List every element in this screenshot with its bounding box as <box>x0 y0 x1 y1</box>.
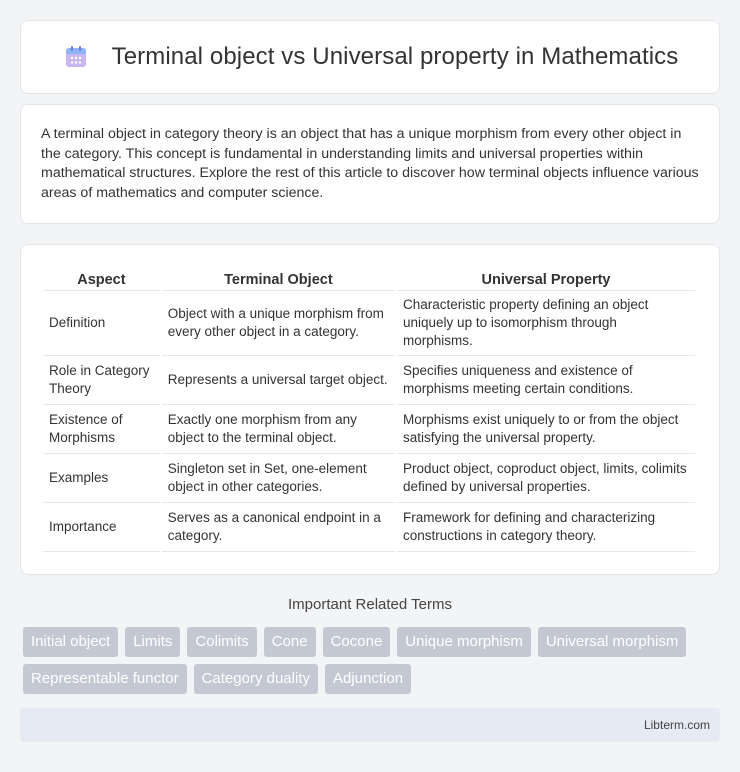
table-cell: Object with a unique morphism from every other object in a category. <box>162 291 395 356</box>
table-row <box>43 503 695 552</box>
table-row <box>43 356 695 405</box>
related-terms-heading: Important Related Terms <box>288 596 452 613</box>
table-cell-aspect: Existence of Morphisms <box>43 405 160 454</box>
table-row <box>43 454 695 503</box>
column-header-terminal-object: Terminal Object <box>162 265 395 291</box>
tag-category-duality[interactable]: Category duality <box>194 664 318 694</box>
column-header-aspect: Aspect <box>43 265 160 291</box>
table-cell-aspect: Examples <box>43 454 160 503</box>
footer <box>20 708 720 742</box>
comparison-table-card <box>20 244 720 575</box>
calendar-icon <box>62 43 90 71</box>
table-header-row <box>43 265 695 291</box>
footer-site-link[interactable]: Libterm.com <box>643 718 710 732</box>
table-cell-aspect: Role in Category Theory <box>43 356 160 405</box>
intro-paragraph: A terminal object in category theory is an object that has a unique morphism from every other object in the category. This concept is fundamental in understanding limits and universal properties within mathematical structures. Explore the rest of this article to discover how terminal objects influence various areas of mathematics and computer science. <box>41 126 699 201</box>
tag-adjunction[interactable]: Adjunction <box>325 664 411 694</box>
table-row <box>43 405 695 454</box>
table-cell: Serves as a canonical endpoint in a category. <box>162 503 395 552</box>
table-cell: Product object, coproduct object, limits, colimits defined by universal properties. <box>397 454 695 503</box>
tag-initial-object[interactable]: Initial object <box>23 627 118 657</box>
intro-card <box>20 104 720 224</box>
page-title: Terminal object vs Universal property in Mathematics <box>111 43 679 70</box>
table-cell: Singleton set in Set, one-element object in other categories. <box>162 454 395 503</box>
column-header-universal-property: Universal Property <box>397 265 695 291</box>
tag-representable-functor[interactable]: Representable functor <box>23 664 187 694</box>
table-cell-aspect: Definition <box>43 291 160 356</box>
tag-cocone[interactable]: Cocone <box>323 627 391 657</box>
table-cell: Framework for defining and characterizing constructions in category theory. <box>397 503 695 552</box>
tag-colimits[interactable]: Colimits <box>187 627 256 657</box>
table-cell: Represents a universal target object. <box>162 356 395 405</box>
tag-universal-morphism[interactable]: Universal morphism <box>538 627 687 657</box>
tag-cone[interactable]: Cone <box>264 627 316 657</box>
table-cell: Characteristic property defining an object uniquely up to isomorphism through morphisms. <box>397 291 695 356</box>
tag-unique-morphism[interactable]: Unique morphism <box>397 627 531 657</box>
header-card <box>20 20 720 94</box>
tag-limits[interactable]: Limits <box>125 627 180 657</box>
table-row <box>43 291 695 356</box>
table-cell-aspect: Importance <box>43 503 160 552</box>
table-cell: Exactly one morphism from any object to the terminal object. <box>162 405 395 454</box>
table-cell: Specifies uniqueness and existence of morphisms meeting certain conditions. <box>397 356 695 405</box>
related-terms-tags <box>23 627 723 694</box>
comparison-table <box>41 265 697 552</box>
table-cell: Morphisms exist uniquely to or from the object satisfying the universal property. <box>397 405 695 454</box>
